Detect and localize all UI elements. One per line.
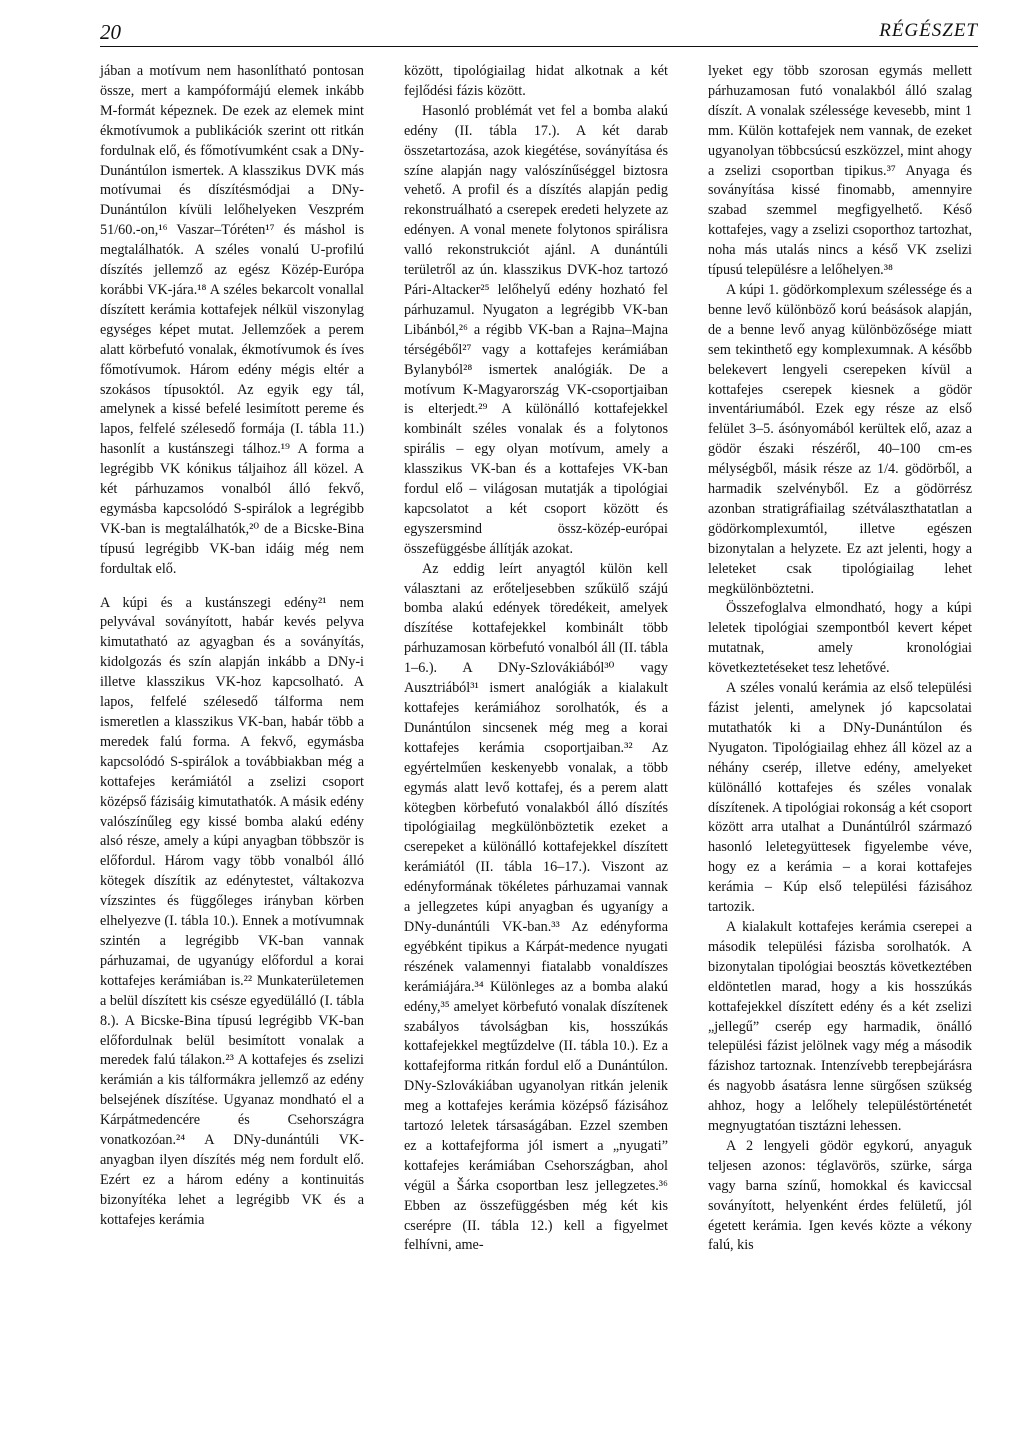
paragraph: lyeket egy több szorosan egymás mellett párhuzamosan futó vonalakból álló szalag díszít. A vonalak szélessége kevesebb, mint 1 mm. Külön kottafejek nem vannak, de ezeket ugyanolyan többcsúcsú eszközzel, mint ahogy a zselizi csoportban tipikus.³⁷ Anyaga és soványítása kissé finomabb, amennyire szabad szemmel megfigyelhető. Késő kottafejes, vagy a zselizi csoporthoz tartozhat, noha más utalás nincs a késő VK zselizi típusú településre a lelőhelyen.³⁸ — [708, 63, 972, 279]
text-column-2 — [404, 62, 668, 1256]
page-header — [100, 20, 978, 48]
paragraph: A kúpi 1. gödörkomplexum szélessége és a benne levő különböző korú beásások alapján, de a benne levő anyag különbözősége miatt sem tekinthető egy komplexumnak. A később belekevert lengyeli cserepeken kívül a kottafejes cserepek kiesnek a gödör inventáriumából. Ezek egy része az első felület 3–5. ásónyomából kerültek elő, azaz a gödör északi részéről, 40–100 cm-es mélységből, másik része az 1/4. gödörből, a harmadik szelvényből. Ez a gödörrész azonban stratigráfiailag szétválaszthatatlan a gödörkomplexumtól, illetve egészen bizonytalan a helyzete. Ez azt jelenti, hogy a leleteket csak tipológiailag lehet megkülönböztetni. — [708, 281, 972, 597]
paragraph: között, tipológiailag hidat alkotnak a két fejlődési fázis között. — [404, 63, 668, 99]
header-rule — [100, 46, 978, 47]
paragraph: A 2 lengyeli gödör egykorú, anyaguk teljesen azonos: téglavörös, szürke, sárga vagy barna színű, homokkal és kaviccsal soványított, helyenként érdes felületű, jól égetett kerámia. Igen kevés közte a vékony falú, kis — [708, 1137, 972, 1254]
text-column-3 — [708, 62, 972, 1256]
running-title: RÉGÉSZET — [879, 20, 978, 41]
paragraph: A széles vonalú kerámia az első települési fázist jelenti, amelynek jó kapcsolatai mutathatók ki a DNy-Dunántúlon és Nyugaton. Tipológiailag ehhez áll közel az a néhány cserép, illetve edény, amelyeket különálló kottafejes és széles vonalak díszítenek. A tipológiai rokonság a két csoport között arra utalhat a Dunántúlról származó hasonló leletegyüttesek figyelembe véve, hogy ez a kerámia – a korai kottafejes kerámia – Kúp első települési fázisához tartozik. — [708, 680, 972, 916]
text-column-1 — [100, 62, 364, 1231]
paragraph: Összefoglalva elmondható, hogy a kúpi leletek tipológiai szempontból kevert képet mutatnak, amely kronológiai következtetéseket tesz lehetővé. — [708, 600, 972, 677]
paragraph: jában a motívum nem hasonlítható pontosan össze, mert a kampóformájú elemek inkább M-formát képeznek. De ezek az elemek mint ékmotívumok a publikációk szerint ott ritkán fordulnak elő, és főmotívumként csak a DNy-Dunántúlon ismertek. A klasszikus DVK más motívumai és díszítésmódjai a DNy-Dunántúlon kívüli lelőhelyeken Veszprém 51/60.-on,¹⁶ Vaszar–Tóréten¹⁷ és máshol is megtalálhatók. A széles vonalú U-profilú díszítés jellemző az egész Közép-Európa korábbi VK-jára.¹⁸ A széles bekarcolt vonallal díszített kerámia kottafejek nélkül viszonylag egységes képet mutat. Jellemzőek a perem alatt körbefutó vonalak, ékmotívumok és íves főmotívumok. Három edény mégis eltér a szokásos típusoktól. Az egyik egy tál, amelynek a kissé befelé lesimított pereme és lapos, felfelé szélesedő formája (I. tábla 11.) hasonlít a kustánszegi tálhoz.¹⁹ A forma a legrégibb VK kónikus táljaihoz áll közel. A két párhuzamos vonalból álló fekvő, egymásba kapcsolódó S-spirálok a legrégibb VK-ban is megtalálhatók,²⁰ de a Bicske-Bina típusú legrégibb VK-ban idáig még nem fordultak elő. — [100, 63, 364, 577]
paragraph: Hasonló problémát vet fel a bomba alakú edény (II. tábla 17.). A két darab összetartozása, azok kiegétése, soványítása és színe alapján nagy valószínűséggel biztosra vehető. A profil és a díszítés alapján pedig rekonstruálható a cserepek eredeti helyzete az edényen. A vonal menete folytonos spirálisra valló rekonstrukciót ajánl. A dunántúli területről az ún. klasszikus DVK-hoz tartozó Pári-Altacker²⁵ lelőhelyű edény hozható fel párhuzamul. Nyugaton a legrégibb VK-ban Libánból,²⁶ a régibb VK-ban a Rajna–Majna térségéből²⁷ vagy a kottafejes kerámiában Bylanyból²⁸ ismertek analógiák. De a motívum K-Magyarország VK-csoportjaiban is elterjedt.²⁹ A különálló kottafejekkel kombinált széles vonalak és a folytonos spirális – egy olyan motívum, amely a klasszikus VK-ban és a kottafejes VK-ban fordul elő – világosan mutatják a tipológiai kapcsolatot a két csoport között és egyszersmind össz-közép-európai összefüggésbe állítják azokat. — [404, 102, 668, 557]
paragraph: A kúpi és a kustánszegi edény²¹ nem pelyvával soványított, habár kevés pelyva kimutatható az agyagban és a soványítás, kidolgozás és szín alapján inkább a DNy-i illetve klasszikus VK-hoz kapcsolható. A lapos, felfelé szélesedő tálforma nem ismeretlen a klasszikus VK-ban, habár több a meredek falú forma. A fekvő, egymásba kapcsolódó S-spirálok a továbbiakban még a kottafejes kerámiától a zselizi csoport középső fázisáig kimutathatók. A másik edény valószínűleg egy kissé bomba alakú edény alsó része, amely a kúpi anyagban többször is előfordul. Három vagy több vonalból álló kötegek díszítik az edénytestet, váltakozva vízszintes és függőleges irányban körben elhelyezve (I. tábla 10.). Ennek a motívumnak szintén a legrégibb VK-ban vannak párhuzamai, de ugyanúgy előfordul a korai kottafejes kerámiában is.²² Munkaterületemen a belül díszített kis csésze egyedülálló (I. tábla 8.). A Bicske-Bina típusú legrégibb VK-ban előfordulnak belül besimított vonalak a meredek falú tálakon.²³ A kottafejes és zselizi kerámián a kis tálformákra jellemző az edény belsejének díszítése. Ugyanaz mondható el a Kárpátmedencére és Csehországra vonatkozóan.²⁴ A DNy-dunántúli VK-anyagban ilyen díszítés még nem fordult elő. Ezért ez a három edény a kontinuitás bizonyítéka lehet a legrégibb VK és a kottafejes kerámia — [100, 594, 364, 1228]
paragraph: Az eddig leírt anyagtól külön kell választani az erőteljesebben szűkülő szájú bomba alakú edények töredékeit, amelyek díszítése kottafejekkel kombinált több párhuzamosan körbefutó vonalból áll (II. tábla 1–6.). A DNy-Szlovákiából³⁰ vagy Ausztriából³¹ ismert analógiák a kialakult kottafejes kerámiához sorolhatók, és a Dunántúlon sincsenek még meg a korai kottafejes kerámia csoportjaiban.³² Az egyértelműen keskenyebb vonalak, a több egymás alatt levő kottafej, és a perem alatt kötegben körbefutó vonalakból álló díszítés tipológiailag megkülönböztetik ezeket a cserepeket a különálló kottafejekkel díszített kerámiától (II. tábla 16–17.). Viszont az edényformának tökéletes párhuzamai vannak a jellegzetes kúpi anyagban és ugyanígy a DNy-dunántúli VK-ban.³³ Az edényforma egyébként tipikus a Kárpát-medence nyugati részének valamennyi fiatalabb vonaldíszes kerámiájára.³⁴ Különleges az a bomba alakú edény,³⁵ amelyet körbefutó vonalak díszítenek szabályos távolságban kis, hosszúkás kottafejekkel megtűzdelve (II. tábla 10.). Ez a kottafejforma ritkán fordul elő a Dunántúlon. DNy-Szlovákiában ugyanolyan ritkán jelenik meg a kottafejes kerámia középső fázisához tartozó leletek társaságában. Ezzel szemben ez a kottafejforma jól ismert a „nyugati” kottafejes kerámiában Csehországban, ahol végül a Šárka csoportban lesz jellegzetes.³⁶ Ebben az összefüggésben még két kis cserépre (II. tábla 12.) kell a figyelmet felhívni, ame- — [404, 560, 668, 1254]
paragraph: A kialakult kottafejes kerámia cserepei a második települési fázisba sorolhatók. A bizonytalan tipológiai beosztás következtében eldöntetlen marad, hogy a kis hosszúkás kottafejekkel díszített edény és a két zselizi „jellegű” cserép egy harmadik, önálló települési fázist jelölnek vagy még a második fázishoz tartoznak. Intenzívebb terepbejárásra és nagyobb ásatásra lenne sürgősen szükség ahhoz, hogy a lelőhely településtörténetét megnyugtatóan tisztázni lehessen. — [708, 918, 972, 1135]
page-number: 20 — [100, 20, 121, 44]
